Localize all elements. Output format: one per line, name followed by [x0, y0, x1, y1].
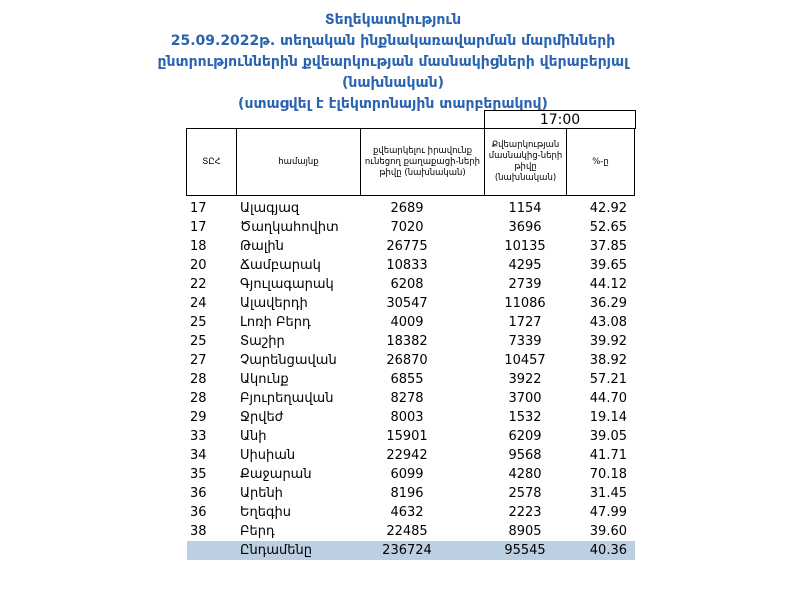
cell-code: 36	[190, 505, 207, 520]
cell-registered: 30547	[386, 296, 428, 311]
cell-code: 38	[190, 524, 207, 539]
cell-percent: 41.71	[589, 448, 627, 463]
cell-community: Բյուրեղավան	[240, 391, 334, 406]
table-row	[187, 294, 635, 313]
cell-percent: 39.65	[589, 258, 627, 273]
cell-code: 18	[190, 239, 207, 254]
cell-community: Չարենցավան	[240, 353, 337, 368]
heading-line-2: 25.09.2022թ. տեղական ինքնակառավարման մարմինների	[170, 33, 616, 49]
header-community: համայնք	[236, 128, 361, 196]
table-row	[187, 370, 635, 389]
cell-code: 28	[190, 372, 207, 387]
cell-percent: 39.92	[589, 334, 627, 349]
header-participants: Քվեարկության մասնակից-ների թիվը (նախնական)	[484, 128, 567, 196]
table-row	[187, 408, 635, 427]
cell-registered: 22942	[386, 448, 428, 463]
cell-community: Ճամբարակ	[240, 258, 321, 273]
cell-percent: 39.05	[589, 429, 627, 444]
cell-community: Տաշիր	[240, 334, 285, 349]
cell-registered: 7020	[390, 220, 424, 235]
heading-line-5: (ստացվել է էլեկտրոնային տարբերակով)	[238, 96, 548, 112]
cell-code: 34	[190, 448, 207, 463]
cell-participants: 2578	[508, 486, 542, 501]
cell-registered: 8003	[390, 410, 424, 425]
table-row	[187, 446, 635, 465]
cell-percent: 31.45	[589, 486, 627, 501]
cell-community: Ալագյազ	[240, 201, 300, 216]
cell-community: Լոռի Բերդ	[240, 315, 311, 330]
cell-registered: 8278	[390, 391, 424, 406]
data-table	[187, 199, 635, 560]
cell-percent: 43.08	[589, 315, 627, 330]
cell-percent: 44.12	[589, 277, 627, 292]
cell-participants: 3700	[508, 391, 542, 406]
cell-participants: 11086	[504, 296, 546, 311]
cell-percent: 38.92	[589, 353, 627, 368]
time-header: 17:00	[484, 110, 636, 129]
cell-community: Քաջարան	[240, 467, 312, 482]
cell-percent: 36.29	[589, 296, 627, 311]
heading-line-4: (նախնական)	[342, 75, 444, 91]
cell-registered: 15901	[386, 429, 428, 444]
table-row	[187, 389, 635, 408]
total-label: Ընդամենը	[240, 543, 312, 558]
cell-participants: 4280	[508, 467, 542, 482]
cell-code: 28	[190, 391, 207, 406]
table-row	[187, 256, 635, 275]
cell-participants: 2739	[508, 277, 542, 292]
table-row	[187, 351, 635, 370]
cell-percent: 57.21	[589, 372, 627, 387]
cell-community: Ակունք	[240, 372, 289, 387]
cell-registered: 8196	[390, 486, 424, 501]
heading-line-3: ընտրություններին քվեարկության մասնակիցների վերաբերյալ	[157, 54, 629, 70]
cell-participants: 3696	[508, 220, 542, 235]
cell-participants: 6209	[508, 429, 542, 444]
table-row	[187, 313, 635, 332]
cell-percent: 52.65	[589, 220, 627, 235]
table-row	[187, 522, 635, 541]
cell-registered: 4632	[390, 505, 424, 520]
cell-participants: 1532	[508, 410, 542, 425]
cell-code: 17	[190, 220, 207, 235]
cell-code: 20	[190, 258, 207, 273]
cell-participants: 8905	[508, 524, 542, 539]
table-row	[187, 484, 635, 503]
table-row	[187, 218, 635, 237]
cell-community: Արենի	[240, 486, 283, 501]
header-percent: %-ը	[566, 128, 635, 196]
total-participants: 95545	[504, 543, 546, 558]
cell-percent: 70.18	[589, 467, 627, 482]
cell-registered: 4009	[390, 315, 424, 330]
cell-registered: 6208	[390, 277, 424, 292]
cell-community: Անի	[240, 429, 267, 444]
cell-percent: 44.70	[589, 391, 627, 406]
cell-registered: 18382	[386, 334, 428, 349]
table-row	[187, 427, 635, 446]
cell-percent: 42.92	[589, 201, 627, 216]
table-row	[187, 503, 635, 522]
cell-code: 36	[190, 486, 207, 501]
cell-registered: 6855	[390, 372, 424, 387]
cell-registered: 26870	[386, 353, 428, 368]
cell-participants: 3922	[508, 372, 542, 387]
cell-code: 29	[190, 410, 207, 425]
cell-code: 25	[190, 315, 207, 330]
cell-code: 27	[190, 353, 207, 368]
cell-participants: 4295	[508, 258, 542, 273]
cell-community: Ծաղկահովիտ	[240, 220, 339, 235]
table-row	[187, 237, 635, 256]
total-percent: 40.36	[589, 543, 627, 558]
cell-code: 25	[190, 334, 207, 349]
cell-community: Գյուլագարակ	[240, 277, 334, 292]
heading-line-1: Տեղեկատվություն	[324, 12, 462, 28]
cell-community: Եղեգիս	[240, 505, 292, 520]
cell-percent: 37.85	[589, 239, 627, 254]
header-registered: քվեարկելու իրավունք ունեցող քաղաքացի-ների թիվը (նախնական)	[360, 128, 485, 196]
cell-community: Բերդ	[240, 524, 275, 539]
cell-code: 17	[190, 201, 207, 216]
cell-participants: 10135	[504, 239, 546, 254]
cell-registered: 6099	[390, 467, 424, 482]
cell-registered: 2689	[390, 201, 424, 216]
cell-participants: 1727	[508, 315, 542, 330]
cell-code: 35	[190, 467, 207, 482]
cell-code: 22	[190, 277, 207, 292]
table-row	[187, 275, 635, 294]
cell-participants: 10457	[504, 353, 546, 368]
cell-participants: 9568	[508, 448, 542, 463]
cell-participants: 7339	[508, 334, 542, 349]
total-row	[187, 541, 635, 560]
cell-percent: 47.99	[589, 505, 627, 520]
cell-community: Ալավերդի	[240, 296, 308, 311]
cell-registered: 26775	[386, 239, 428, 254]
cell-participants: 2223	[508, 505, 542, 520]
cell-code: 33	[190, 429, 207, 444]
cell-community: Ջրվեժ	[240, 410, 284, 425]
table-row	[187, 332, 635, 351]
cell-code: 24	[190, 296, 207, 311]
cell-registered: 22485	[386, 524, 428, 539]
table-row	[187, 465, 635, 484]
cell-percent: 19.14	[589, 410, 627, 425]
cell-percent: 39.60	[589, 524, 627, 539]
table-row	[187, 199, 635, 218]
cell-community: Սիսիան	[240, 448, 296, 463]
total-registered: 236724	[382, 543, 432, 558]
cell-registered: 10833	[386, 258, 428, 273]
cell-participants: 1154	[508, 201, 542, 216]
cell-community: Թալին	[240, 239, 284, 254]
header-code: ՏԸՀ	[186, 128, 237, 196]
